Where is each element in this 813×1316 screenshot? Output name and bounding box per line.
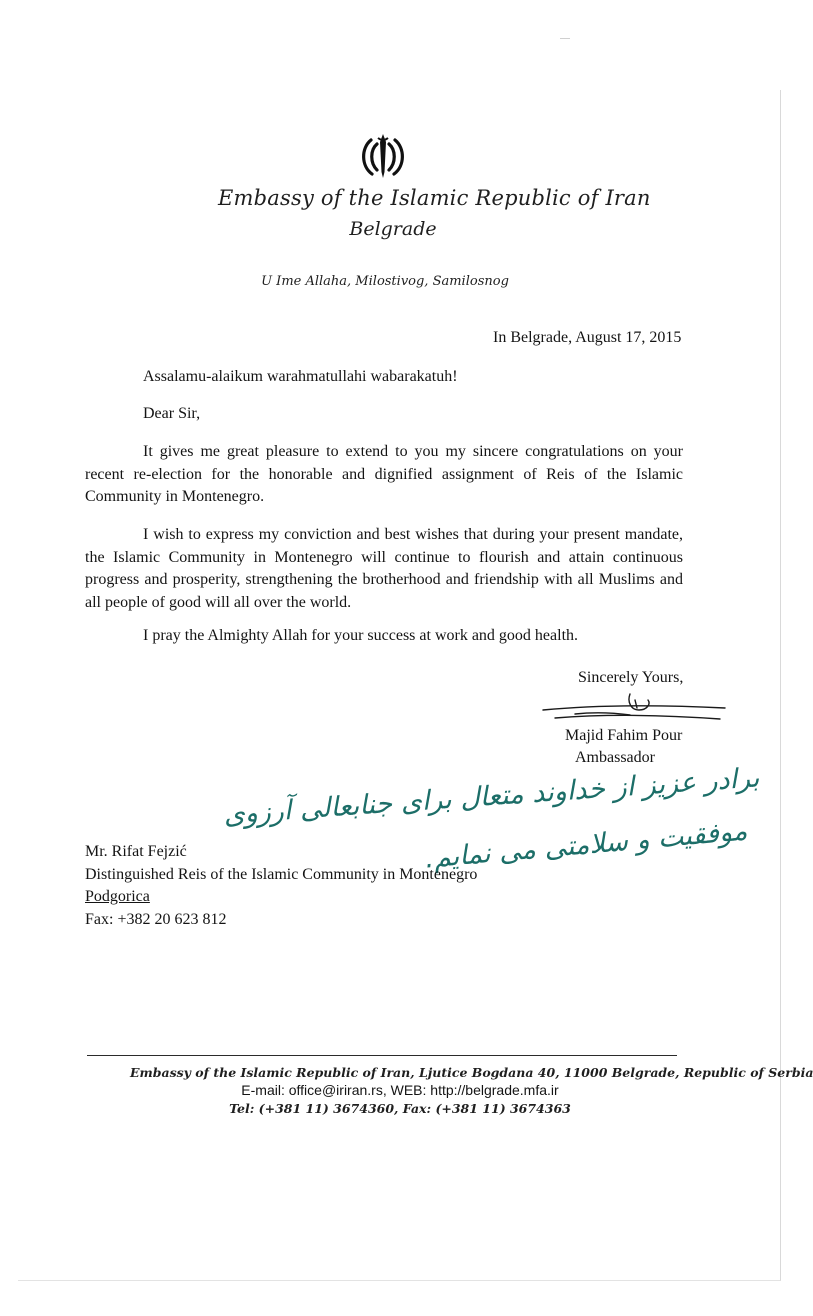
closing: Sincerely Yours, bbox=[578, 669, 684, 686]
recipient-name: Mr. Rifat Fejzić bbox=[85, 843, 187, 860]
footer-divider bbox=[87, 1055, 677, 1056]
handwritten-note-line-2: موفقیت و سلامتی می نمایم. bbox=[423, 815, 749, 875]
recipient-block bbox=[85, 841, 477, 931]
recipient-title: Distinguished Reis of the Islamic Community in Montenegro bbox=[85, 865, 478, 883]
embassy-name: Embassy of the Islamic Republic of Iran bbox=[218, 186, 651, 210]
iran-emblem-icon bbox=[355, 130, 411, 186]
handwritten-note-line-1: برادر عزیز از خداوند متعال برای جنابعالی آرزوی bbox=[222, 762, 761, 831]
letter-salutation: Dear Sir, bbox=[143, 405, 201, 422]
body-paragraph-2: I wish to express my conviction and best wishes that during your present mandate, the Islamic Community in Montenegro will continue to flourish and attain continuous progress and prosperity, strengthening the brotherhood and friendship with all Muslims and all people of good will all over the world. bbox=[85, 526, 683, 611]
footer-phone: Tel: (+381 11) 3674360, Fax: (+381 11) 3674363 bbox=[229, 1101, 571, 1116]
footer-address: Embassy of the Islamic Republic of Iran, Ljutice Bogdana 40, 11000 Belgrade, Republic of Serbia bbox=[130, 1065, 813, 1080]
recipient-city: Podgorica bbox=[85, 888, 150, 905]
body-paragraph-3: I pray the Almighty Allah for your success at work and good health. bbox=[143, 627, 579, 644]
signer-title: Ambassador bbox=[575, 749, 655, 766]
signature bbox=[535, 688, 735, 728]
recipient-fax: Fax: +382 20 623 812 bbox=[85, 910, 227, 928]
signer-name: Majid Fahim Pour bbox=[565, 727, 683, 744]
letter-date: In Belgrade, August 17, 2015 bbox=[493, 329, 682, 346]
embassy-city: Belgrade bbox=[349, 218, 437, 240]
invocation: U Ime Allaha, Milostivog, Samilosnog bbox=[261, 274, 509, 289]
letter-greeting: Assalamu-alaikum warahmatullahi wabarakatuh! bbox=[143, 368, 458, 385]
scan-mark bbox=[560, 38, 570, 45]
footer-contact: E-mail: office@iriran.rs, WEB: http://belgrade.mfa.ir bbox=[241, 1082, 559, 1098]
body-paragraph-1: It gives me great pleasure to extend to you my sincere congratulations on your recent re-election for the honorable and dignified assignment of Reis of the Islamic Community in Montenegro. bbox=[85, 443, 683, 505]
